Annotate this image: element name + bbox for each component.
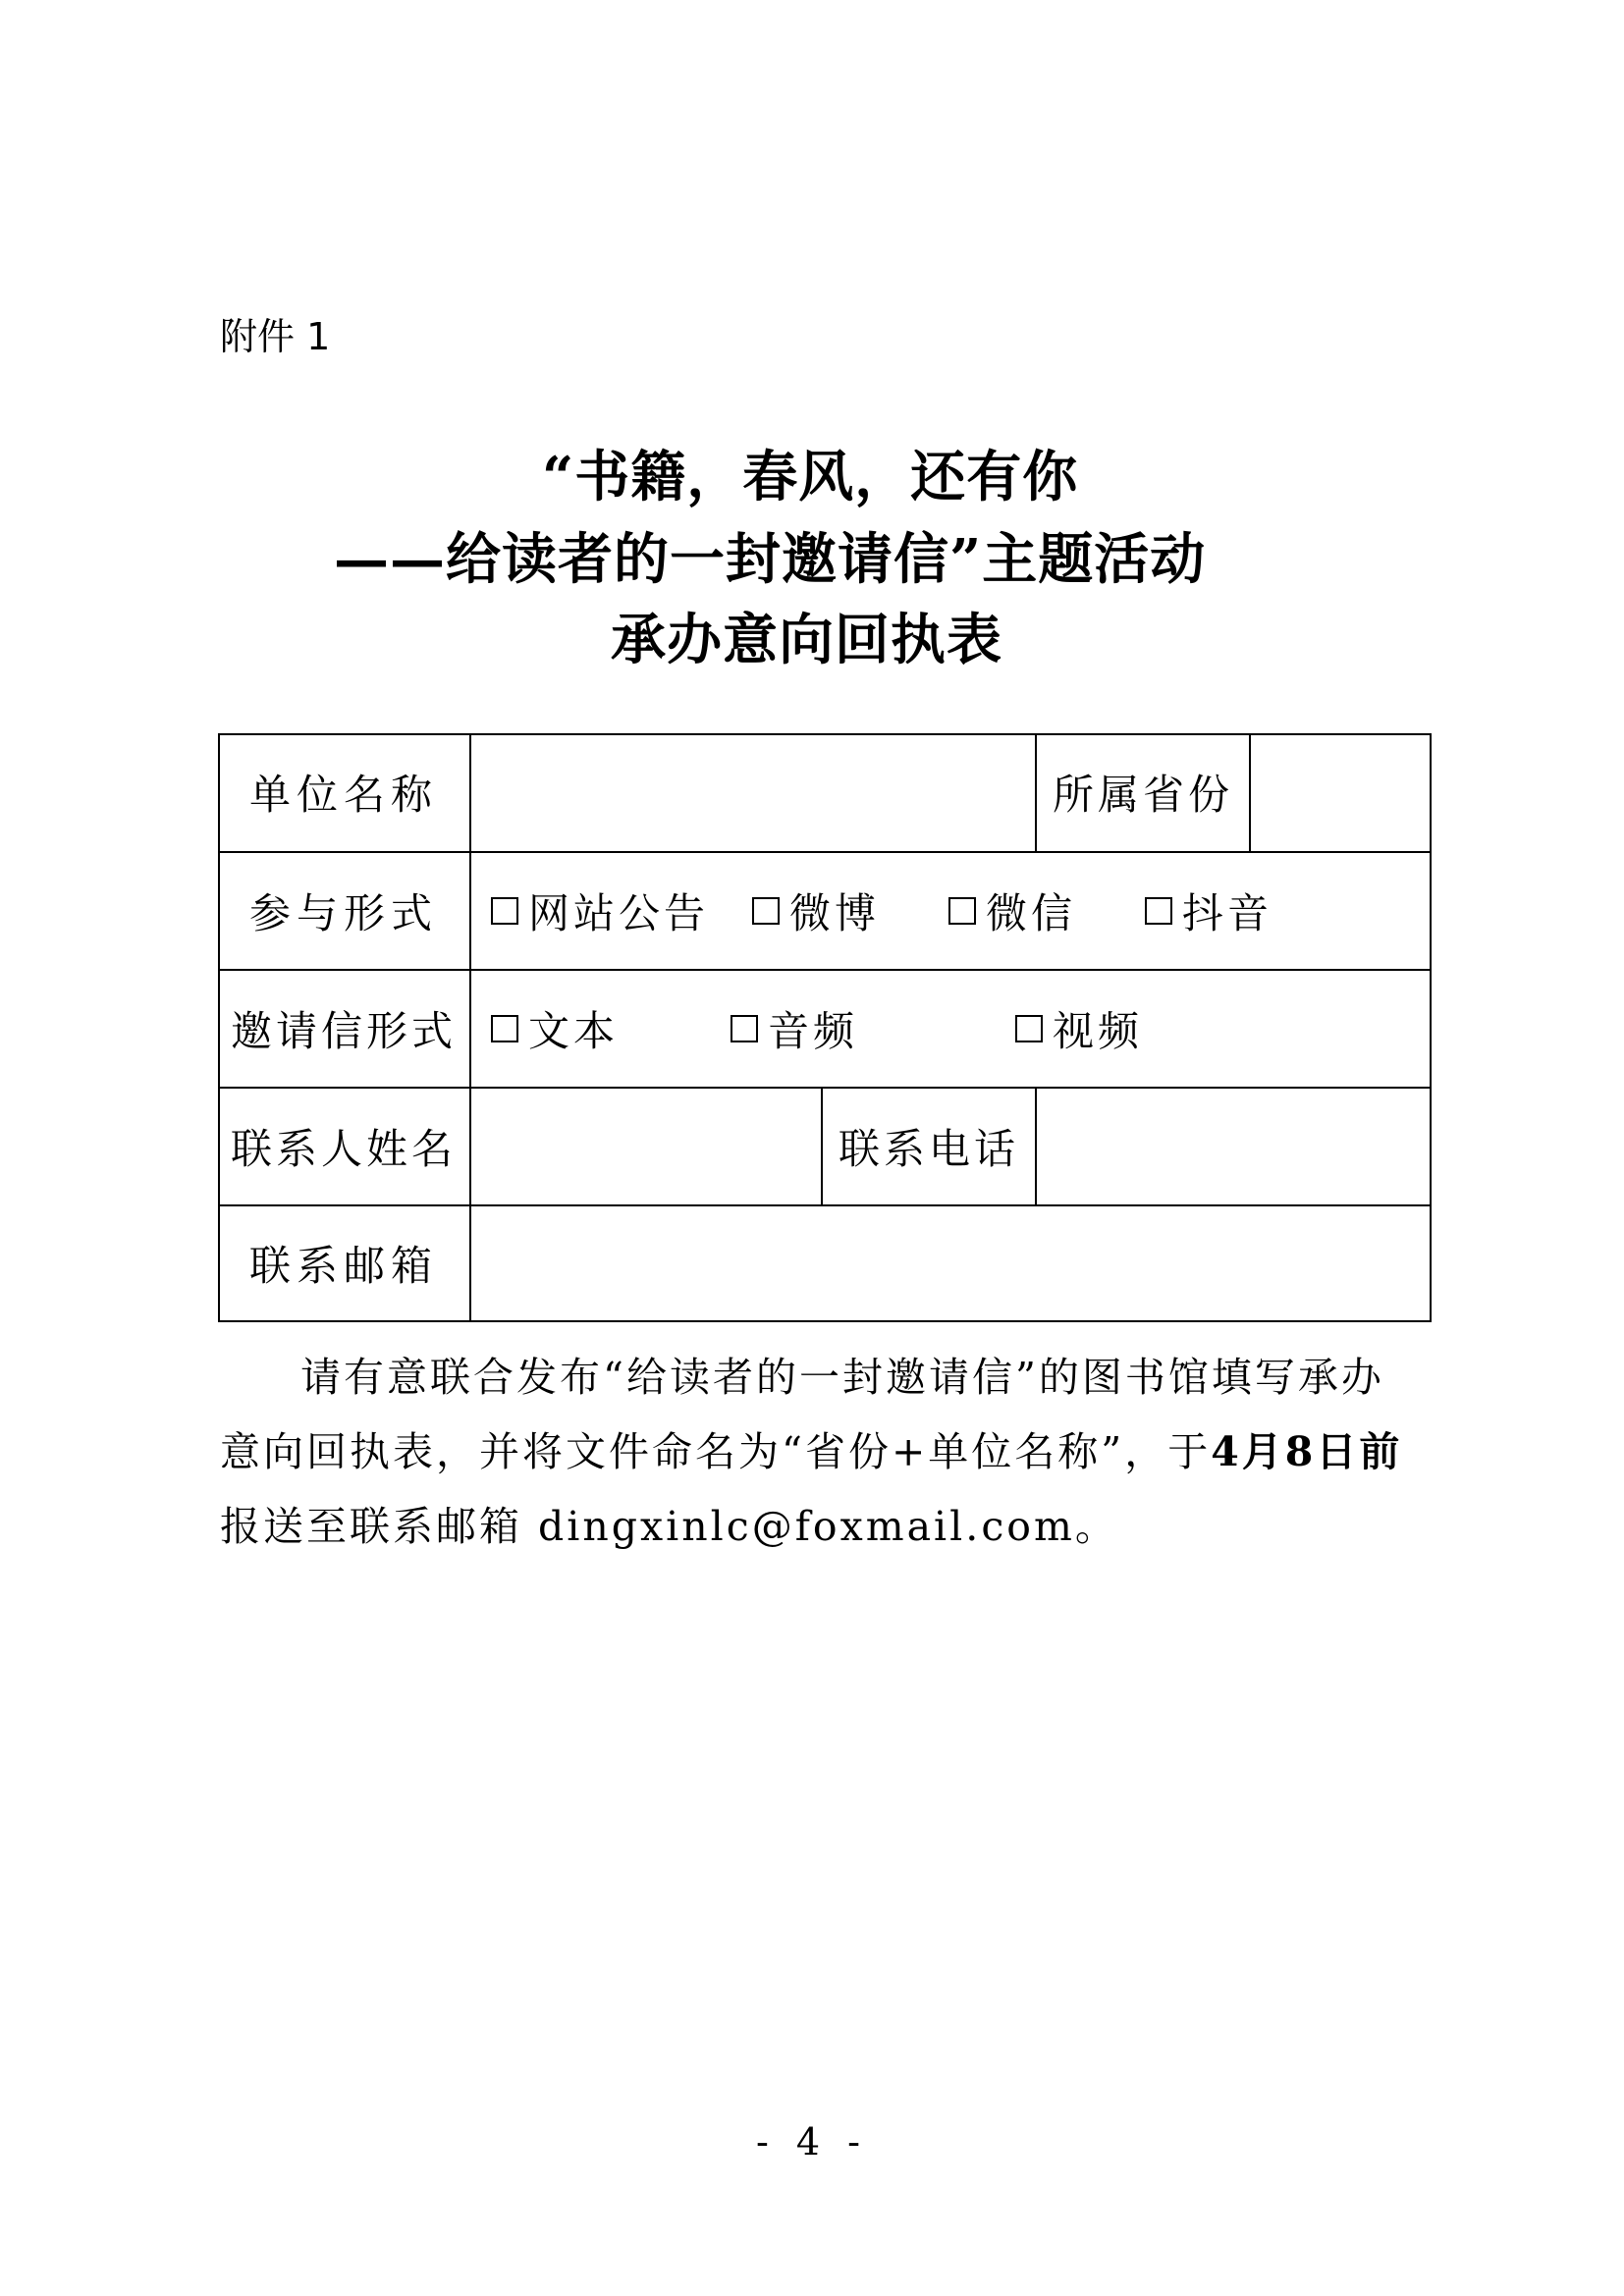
table-border-right [1430, 733, 1432, 1322]
deadline-text: 4月8日前 [1211, 1428, 1403, 1475]
checkbox[interactable] [752, 897, 780, 925]
instruction-line [220, 1415, 1434, 1489]
checkbox[interactable] [1015, 1015, 1043, 1042]
letter-format-label: 邀请信形式 [230, 1007, 457, 1055]
receipt-form-table [218, 733, 1432, 1322]
participation-option-weibo[interactable] [752, 881, 880, 940]
participation-options [471, 853, 1430, 969]
letter-format-option-audio[interactable] [731, 999, 858, 1058]
contact-email-label: 联系邮箱 [248, 1242, 438, 1290]
title-line-2: ——给读者的一封邀请信”主题活动 [334, 527, 1207, 592]
page-number: - 4 - [755, 2120, 868, 2163]
participation-option-wechat[interactable] [948, 881, 1076, 940]
title-line-1: “书籍，春风，还有你 [542, 445, 1079, 509]
contact-phone-label: 联系电话 [838, 1125, 1019, 1173]
table-border-bottom [218, 1320, 1432, 1322]
instruction-text: 意向回执表，并将文件命名为“省份+单位名称”，于 [220, 1428, 1212, 1475]
contact-email-field[interactable] [471, 1206, 1430, 1320]
checkbox[interactable] [1145, 897, 1172, 925]
instruction-line: 报送至联系邮箱 dingxinlc@foxmail.com。 [220, 1503, 1118, 1550]
contact-name-label: 联系人姓名 [230, 1125, 457, 1173]
province-label: 所属省份 [1052, 771, 1233, 819]
instruction-paragraph [220, 1340, 1434, 1564]
province-field[interactable] [1251, 735, 1430, 851]
option-label: 微信 [986, 889, 1077, 937]
option-label: 网站公告 [528, 889, 710, 937]
instruction-line: 请有意联合发布“给读者的一封邀请信”的图书馆填写承办 [300, 1354, 1384, 1401]
checkbox[interactable] [731, 1015, 758, 1042]
participation-option-website[interactable] [491, 881, 709, 940]
option-label: 音频 [768, 1007, 859, 1055]
option-label: 微博 [789, 889, 881, 937]
contact-name-field[interactable] [471, 1089, 821, 1204]
checkbox[interactable] [491, 1015, 518, 1042]
letter-format-option-text[interactable] [491, 999, 619, 1058]
checkbox[interactable] [948, 897, 976, 925]
letter-format-option-video[interactable] [1015, 999, 1143, 1058]
letter-format-options [471, 971, 1430, 1087]
attachment-label: 附件 1 [220, 315, 331, 358]
option-label: 视频 [1053, 1007, 1144, 1055]
participation-label: 参与形式 [248, 889, 438, 937]
participation-option-douyin[interactable] [1145, 881, 1272, 940]
option-label: 抖音 [1182, 889, 1273, 937]
contact-phone-field[interactable] [1037, 1089, 1430, 1204]
title-line-3: 承办意向回执表 [611, 608, 1002, 672]
checkbox[interactable] [491, 897, 518, 925]
option-label: 文本 [528, 1007, 620, 1055]
org-name-field[interactable] [471, 735, 1035, 851]
org-name-label: 单位名称 [248, 771, 438, 819]
